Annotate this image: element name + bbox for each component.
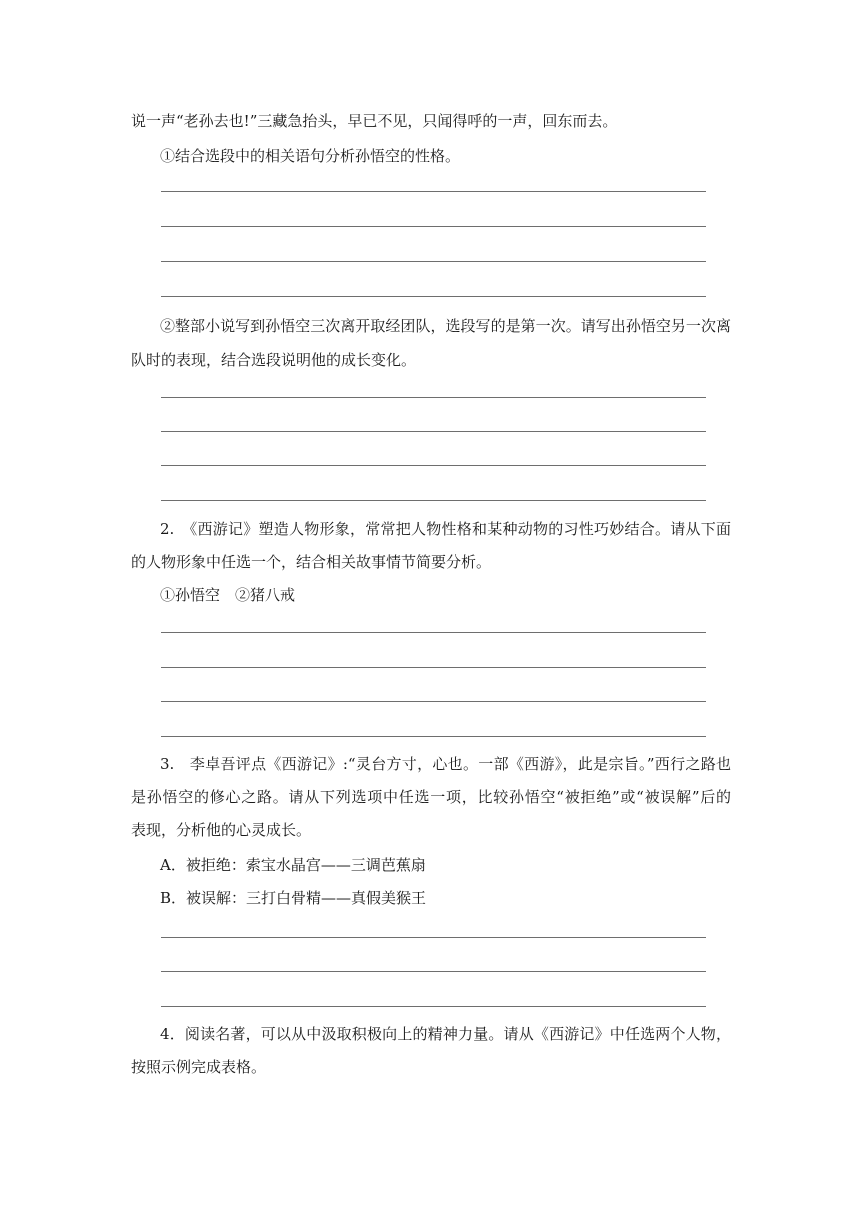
answer-line[interactable] bbox=[161, 500, 706, 501]
answer-line[interactable] bbox=[161, 971, 706, 972]
passage-end-line: 说一声“老孙去也!”三藏急抬头，早已不见，只闻得呼的一声，回东而去。 bbox=[131, 112, 618, 130]
q3-prompt-line3: 表现，分析他的心灵成长。 bbox=[131, 821, 312, 839]
q2-prompt-line2: 的人物形象中任选一个，结合相关故事情节简要分析。 bbox=[131, 553, 492, 571]
q1-sub2-prompt-line2: 队时的表现，结合选段说明他的成长变化。 bbox=[131, 351, 417, 369]
answer-line[interactable] bbox=[161, 296, 706, 297]
q3-option-b: B．被误解：三打白骨精——真假美猴王 bbox=[160, 889, 427, 907]
answer-line[interactable] bbox=[161, 937, 706, 938]
q3-option-a: A．被拒绝：索宝水晶宫——三调芭蕉扇 bbox=[160, 856, 426, 874]
q4-prompt-line2: 按照示例完成表格。 bbox=[131, 1058, 267, 1076]
q3-prompt-line1: 3. 李卓吾评点《西游记》:“灵台方寸，心也。一部《西游》，此是宗旨。”西行之路也 bbox=[160, 755, 731, 773]
answer-line[interactable] bbox=[161, 226, 706, 227]
answer-line[interactable] bbox=[161, 261, 706, 262]
answer-line[interactable] bbox=[161, 667, 706, 668]
answer-line[interactable] bbox=[161, 632, 706, 633]
q2-prompt-line1: 2. 《西游记》塑造人物形象，常常把人物性格和某种动物的习性巧妙结合。请从下面 bbox=[160, 520, 731, 538]
answer-line[interactable] bbox=[161, 701, 706, 702]
answer-line[interactable] bbox=[161, 1006, 706, 1007]
answer-line[interactable] bbox=[161, 736, 706, 737]
answer-line[interactable] bbox=[161, 397, 706, 398]
answer-line[interactable] bbox=[161, 465, 706, 466]
q1-sub2-prompt-line1: ②整部小说写到孙悟空三次离开取经团队，选段写的是第一次。请写出孙悟空另一次离 bbox=[160, 317, 731, 335]
q2-options: ①孙悟空 ②猪八戒 bbox=[160, 586, 296, 604]
q1-sub1-prompt: ①结合选段中的相关语句分析孙悟空的性格。 bbox=[160, 147, 461, 165]
answer-line[interactable] bbox=[161, 431, 706, 432]
answer-line[interactable] bbox=[161, 191, 706, 192]
q4-prompt-line1: 4．阅读名著，可以从中汲取积极向上的精神力量。请从《西游记》中任选两个人物， bbox=[160, 1025, 731, 1043]
q3-prompt-line2: 是孙悟空的修心之路。请从下列选项中任选一项，比较孙悟空“被拒绝”或“被误解”后的 bbox=[131, 788, 731, 806]
